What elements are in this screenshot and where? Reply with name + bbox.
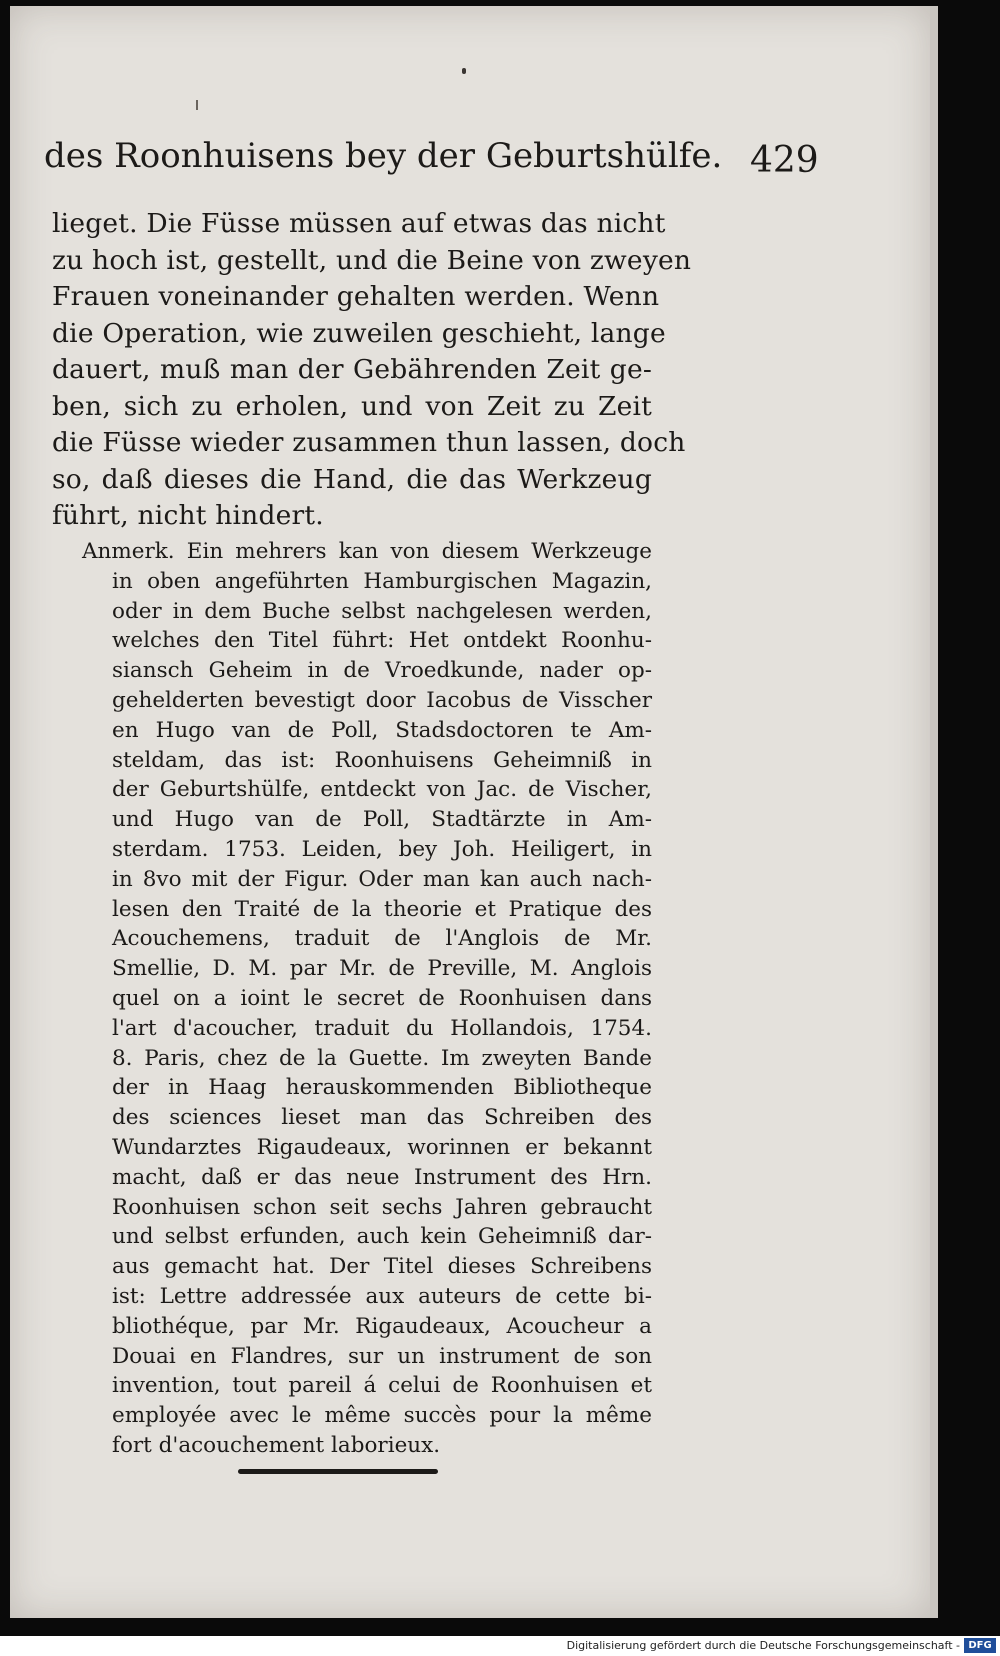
note-line: Wundarztes Rigaudeaux, worinnen er bekannt — [112, 1134, 652, 1160]
note-line: in oben angeführten Hamburgischen Magazin, — [112, 568, 652, 594]
note-line: der Geburtshülfe, entdeckt von Jac. de Vischer, — [112, 777, 652, 803]
text-line: ben, sich zu erholen, und von Zeit zu Zeit — [52, 390, 652, 422]
note-line: und Hugo van de Poll, Stadtärzte in Am- — [112, 807, 652, 833]
note-line: siansch Geheim in de Vroedkunde, nader op- — [112, 658, 652, 684]
footer-credit: Digitalisierung gefördert durch die Deutsche Forschungsgemeinschaft - — [566, 1639, 960, 1652]
page-edge — [930, 6, 938, 1618]
text-line: die Füsse wieder zusammen thun lassen, doch — [52, 427, 686, 458]
note-line: Smellie, D. M. par Mr. de Preville, M. Anglois — [112, 956, 652, 982]
note-line: fort d'acouchement laborieux. — [112, 1432, 441, 1458]
note-line: sterdam. 1753. Leiden, bey Joh. Heiligert, in — [112, 836, 652, 862]
note-line: Acouchemens, traduit de l'Anglois de Mr. — [112, 926, 652, 952]
note-line: des sciences lieset man das Schreiben des — [112, 1105, 652, 1131]
text-line: dauert, muß man der Gebährenden Zeit ge- — [52, 354, 652, 385]
digitization-footer — [0, 1636, 1000, 1656]
note-line: l'art d'acoucher, traduit du Hollandois, 1754. — [112, 1015, 652, 1041]
note-line: Anmerk. Ein mehrers kan von diesem Werkzeuge — [82, 539, 652, 564]
annotation-paragraph — [82, 537, 652, 1461]
note-line: gehelderten bevestigt door Iacobus de Visscher — [112, 687, 652, 713]
note-line: steldam, das ist: Roonhuisens Geheimniß in — [112, 747, 652, 773]
note-line: Douai en Flandres, sur un instrument de son — [112, 1343, 652, 1369]
note-line: oder in dem Buche selbst nachgelesen werden, — [112, 598, 652, 624]
note-line: ist: Lettre addressée aux auteurs de cette bi- — [112, 1283, 652, 1309]
note-line: bliothéque, par Mr. Rigaudeaux, Acoucheur a — [112, 1313, 652, 1339]
note-line: employée avec le même succès pour la même — [112, 1403, 652, 1429]
note-line: Roonhuisen schon seit sechs Jahren gebraucht — [112, 1194, 652, 1220]
running-head: des Roonhuisens bey der Geburtshülfe. — [44, 136, 723, 176]
paper-mark — [196, 100, 198, 110]
text-line: zu hoch ist, gestellt, und die Beine von zweyen — [52, 244, 692, 276]
text-line: lieget. Die Füsse müssen auf etwas das nicht — [52, 208, 666, 239]
note-line: macht, daß er das neue Instrument des Hrn. — [112, 1164, 652, 1190]
note-line: aus gemacht hat. Der Titel dieses Schreibens — [112, 1254, 652, 1280]
dfg-logo[interactable]: DFG — [964, 1638, 996, 1653]
note-line: quel on a ioint le secret de Roonhuisen dans — [112, 985, 652, 1011]
text-line: so, daß dieses die Hand, die das Werkzeug — [52, 463, 652, 495]
note-line: in 8vo mit der Figur. Oder man kan auch nach- — [112, 866, 652, 892]
note-line: 8. Paris, chez de la Guette. Im zweyten Bande — [112, 1045, 652, 1071]
ink-smudge — [462, 68, 466, 74]
note-line: lesen den Traité de la theorie et Pratique des — [112, 896, 652, 922]
note-line: invention, tout pareil á celui de Roonhuisen et — [112, 1373, 652, 1399]
note-line: und selbst erfunden, auch kein Geheimniß dar- — [112, 1224, 652, 1250]
end-ornament-rule — [238, 1469, 438, 1474]
note-line: welches den Titel führt: Het ontdekt Roonhu- — [112, 628, 652, 654]
note-line: en Hugo van de Poll, Stadsdoctoren te Am- — [112, 717, 652, 743]
page-number: 429 — [750, 140, 819, 181]
text-line: die Operation, wie zuweilen geschieht, lange — [52, 317, 666, 349]
text-line: führt, nicht hindert. — [52, 500, 324, 531]
main-paragraph — [52, 206, 692, 535]
note-line: der in Haag herauskommenden Bibliotheque — [112, 1075, 652, 1101]
text-line: Frauen voneinander gehalten werden. Wenn — [52, 281, 660, 312]
